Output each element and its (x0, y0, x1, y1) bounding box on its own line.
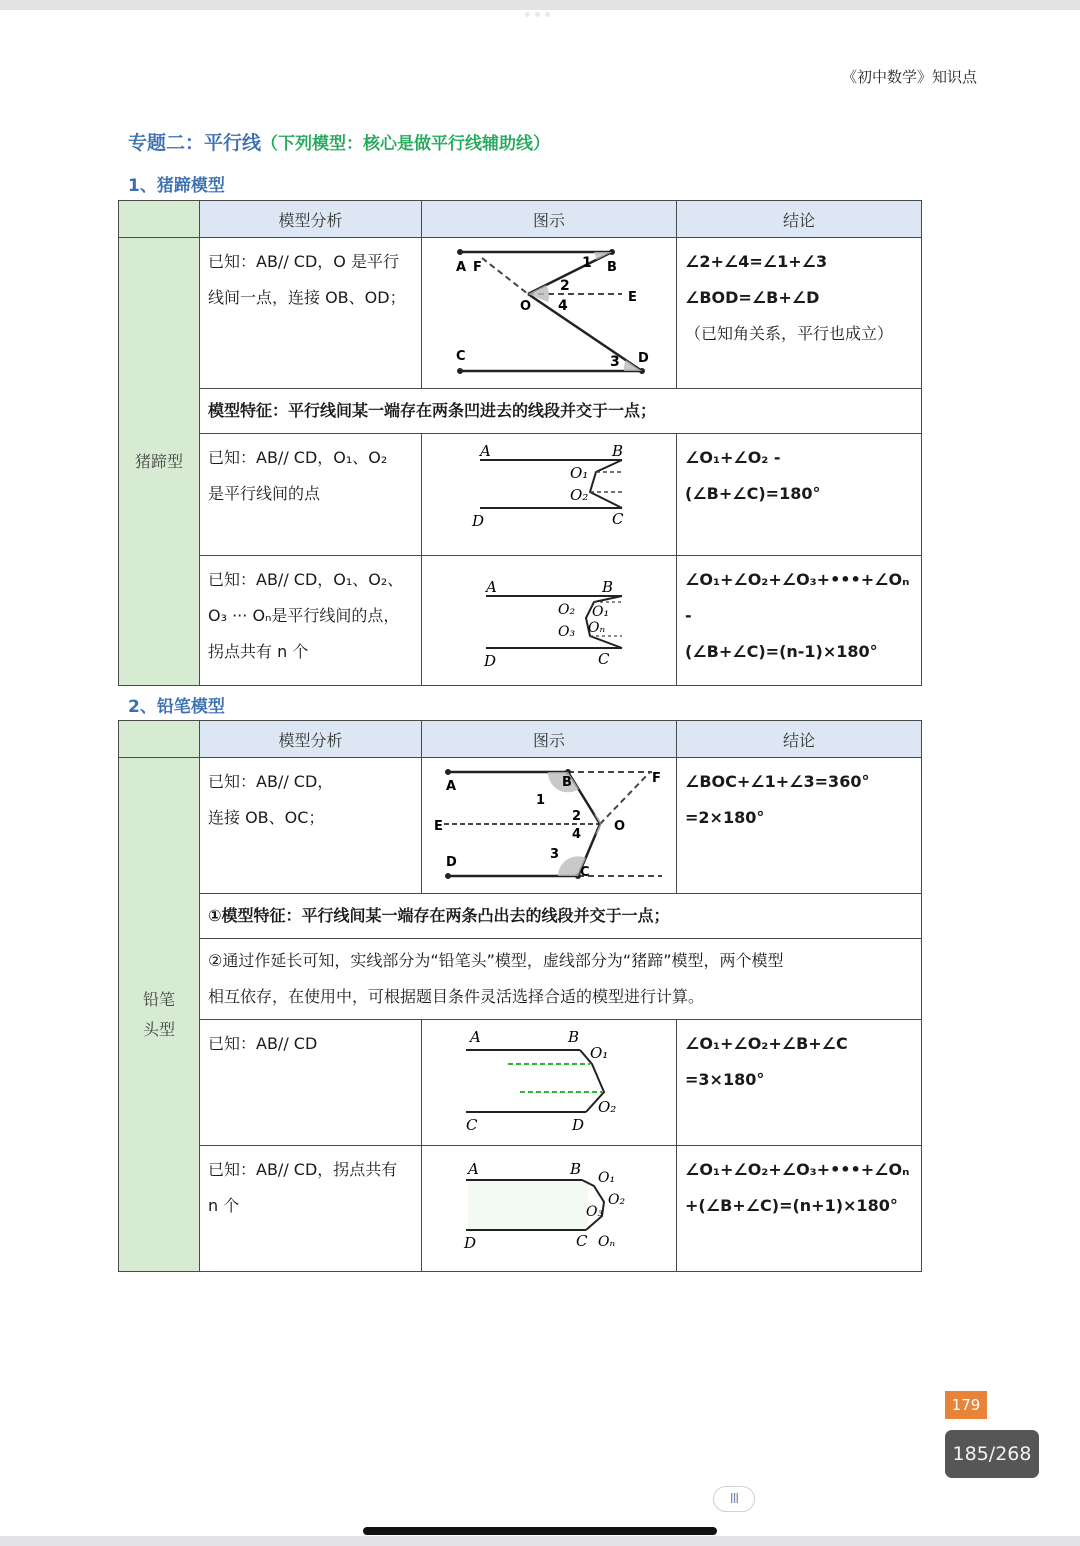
label-o: O (614, 819, 626, 834)
pencil-basic-diagram (422, 758, 676, 892)
more-dots-icon[interactable] (525, 12, 550, 17)
column-header-analysis: 模型分析 (200, 721, 422, 758)
label-e: E (628, 290, 637, 305)
label-angle-2: 2 (572, 809, 582, 824)
model-extension-note: ②通过作延长可知，实线部分为“铅笔头”模型，虚线部分为“猪蹄”模型，两个模型 相互依存，在使用中，可根据题目条件灵活选择合适的模型进行计算。 (200, 939, 922, 1020)
label-o3: O₃ (586, 1204, 604, 1220)
label-angle-1: 1 (582, 255, 592, 271)
label-a: A (480, 442, 491, 460)
row1-figure (422, 758, 677, 894)
label-on: Oₙ (598, 1234, 616, 1250)
row1-figure (422, 238, 677, 389)
row2-figure (422, 434, 677, 556)
column-header-figure: 图示 (422, 721, 677, 758)
row3-figure (422, 556, 677, 686)
pencil-model-table (118, 720, 922, 1272)
pencil-two-point-diagram (422, 1020, 676, 1144)
section2-heading: 2、铅笔模型 (128, 697, 225, 717)
side-label-pig-hoof: 猪蹄型 (119, 238, 200, 686)
label-angle-4: 4 (572, 827, 582, 842)
top-status-bar (0, 0, 1080, 10)
label-o1: O₁ (590, 1044, 609, 1062)
label-o2: O₂ (570, 486, 589, 504)
row2-conclusion: ∠O₁+∠O₂ - (∠B+∠C)=180° (677, 434, 922, 556)
label-o2: O₂ (598, 1098, 617, 1116)
label-a: A (470, 1028, 481, 1046)
pig-hoof-n-point-diagram (422, 556, 676, 684)
label-o2: O₂ (558, 602, 576, 618)
label-f: F (473, 260, 482, 275)
row3-conclusion: ∠O₁+∠O₂+∠O₃+•••+∠Oₙ - (∠B+∠C)=(n-1)×180° (677, 556, 922, 686)
label-o: O (520, 299, 532, 314)
column-header-figure: 图示 (422, 201, 677, 238)
menu-icon[interactable]: III (713, 1486, 755, 1512)
label-o3: O₃ (558, 624, 576, 640)
table-corner (119, 721, 200, 758)
label-d: D (446, 855, 457, 870)
column-header-conclusion: 结论 (677, 721, 922, 758)
row2-known: 已知：AB// CD (200, 1020, 422, 1146)
label-d: D (484, 652, 497, 670)
label-a: A (486, 578, 497, 596)
topic-title (128, 128, 550, 155)
label-b: B (602, 578, 614, 596)
pig-hoof-basic-diagram (422, 238, 676, 388)
label-c: C (598, 650, 610, 668)
model-feature-note: 模型特征：平行线间某一端存在两条凹进去的线段并交于一点； (200, 389, 922, 434)
row1-conclusion: ∠BOC+∠1+∠3=360° =2×180° (677, 758, 922, 894)
label-angle-3: 3 (550, 847, 560, 862)
label-c: C (466, 1116, 478, 1134)
row3-known: 已知：AB// CD，O₁、O₂、 O₃ ··· Oₙ是平行线间的点， 拐点共有 n 个 (200, 556, 422, 686)
model-feature-note: ①模型特征：平行线间某一端存在两条凸出去的线段并交于一点； (200, 894, 922, 939)
row2-known: 已知：AB// CD，O₁、O₂ 是平行线间的点 (200, 434, 422, 556)
row3-figure (422, 1146, 677, 1272)
label-b: B (612, 442, 624, 460)
label-angle-3: 3 (610, 354, 620, 370)
label-e: E (434, 819, 443, 834)
label-d: D (464, 1234, 477, 1252)
label-angle-2: 2 (560, 278, 570, 294)
page-number-badge: 179 (945, 1391, 987, 1419)
row1-known: 已知：AB// CD，O 是平行 线间一点，连接 OB、OD； (200, 238, 422, 389)
label-b: B (562, 775, 572, 790)
section1-heading: 1、猪蹄模型 (128, 176, 225, 196)
label-c: C (612, 510, 624, 528)
label-a: A (456, 260, 467, 275)
label-b: B (570, 1160, 582, 1178)
label-c: C (576, 1232, 588, 1250)
column-header-conclusion: 结论 (677, 201, 922, 238)
label-d: D (472, 512, 485, 530)
page-counter[interactable]: 185/268 (945, 1430, 1039, 1478)
topic-subtitle: （下列模型：核心是做平行线辅助线） (261, 134, 551, 154)
pig-hoof-model-table (118, 200, 922, 686)
row1-conclusion: ∠2+∠4=∠1+∠3 ∠BOD=∠B+∠D （已知角关系，平行也成立） (677, 238, 922, 389)
label-c: C (456, 349, 466, 364)
label-f: F (652, 771, 661, 786)
topic-main: 专题二：平行线 (128, 132, 262, 154)
row3-conclusion: ∠O₁+∠O₂+∠O₃+•••+∠Oₙ +(∠B+∠C)=(n+1)×180° (677, 1146, 922, 1272)
label-a: A (468, 1160, 479, 1178)
label-angle-1: 1 (536, 793, 546, 808)
page-header-title: 《初中数学》知识点 (841, 68, 977, 86)
bottom-bar (0, 1536, 1080, 1546)
label-b: B (568, 1028, 580, 1046)
label-d: D (572, 1116, 585, 1134)
side-label-pencil: 铅笔 头型 (119, 758, 200, 1272)
label-b: B (607, 260, 617, 275)
label-o1: O₁ (592, 604, 610, 620)
table-corner (119, 201, 200, 238)
label-d: D (638, 351, 649, 366)
column-header-analysis: 模型分析 (200, 201, 422, 238)
label-angle-4: 4 (558, 298, 568, 314)
label-on: Oₙ (588, 620, 606, 636)
label-o2: O₂ (608, 1192, 626, 1208)
pig-hoof-two-point-diagram (422, 434, 676, 554)
pencil-n-point-diagram (422, 1146, 676, 1270)
home-indicator[interactable] (363, 1527, 717, 1535)
label-o1: O₁ (570, 464, 589, 482)
label-a: A (446, 779, 457, 794)
row2-conclusion: ∠O₁+∠O₂+∠B+∠C =3×180° (677, 1020, 922, 1146)
label-c: C (580, 865, 590, 880)
row2-figure (422, 1020, 677, 1146)
row3-known: 已知：AB// CD，拐点共有 n 个 (200, 1146, 422, 1272)
label-o1: O₁ (598, 1170, 616, 1186)
row1-known: 已知：AB// CD， 连接 OB、OC； (200, 758, 422, 894)
